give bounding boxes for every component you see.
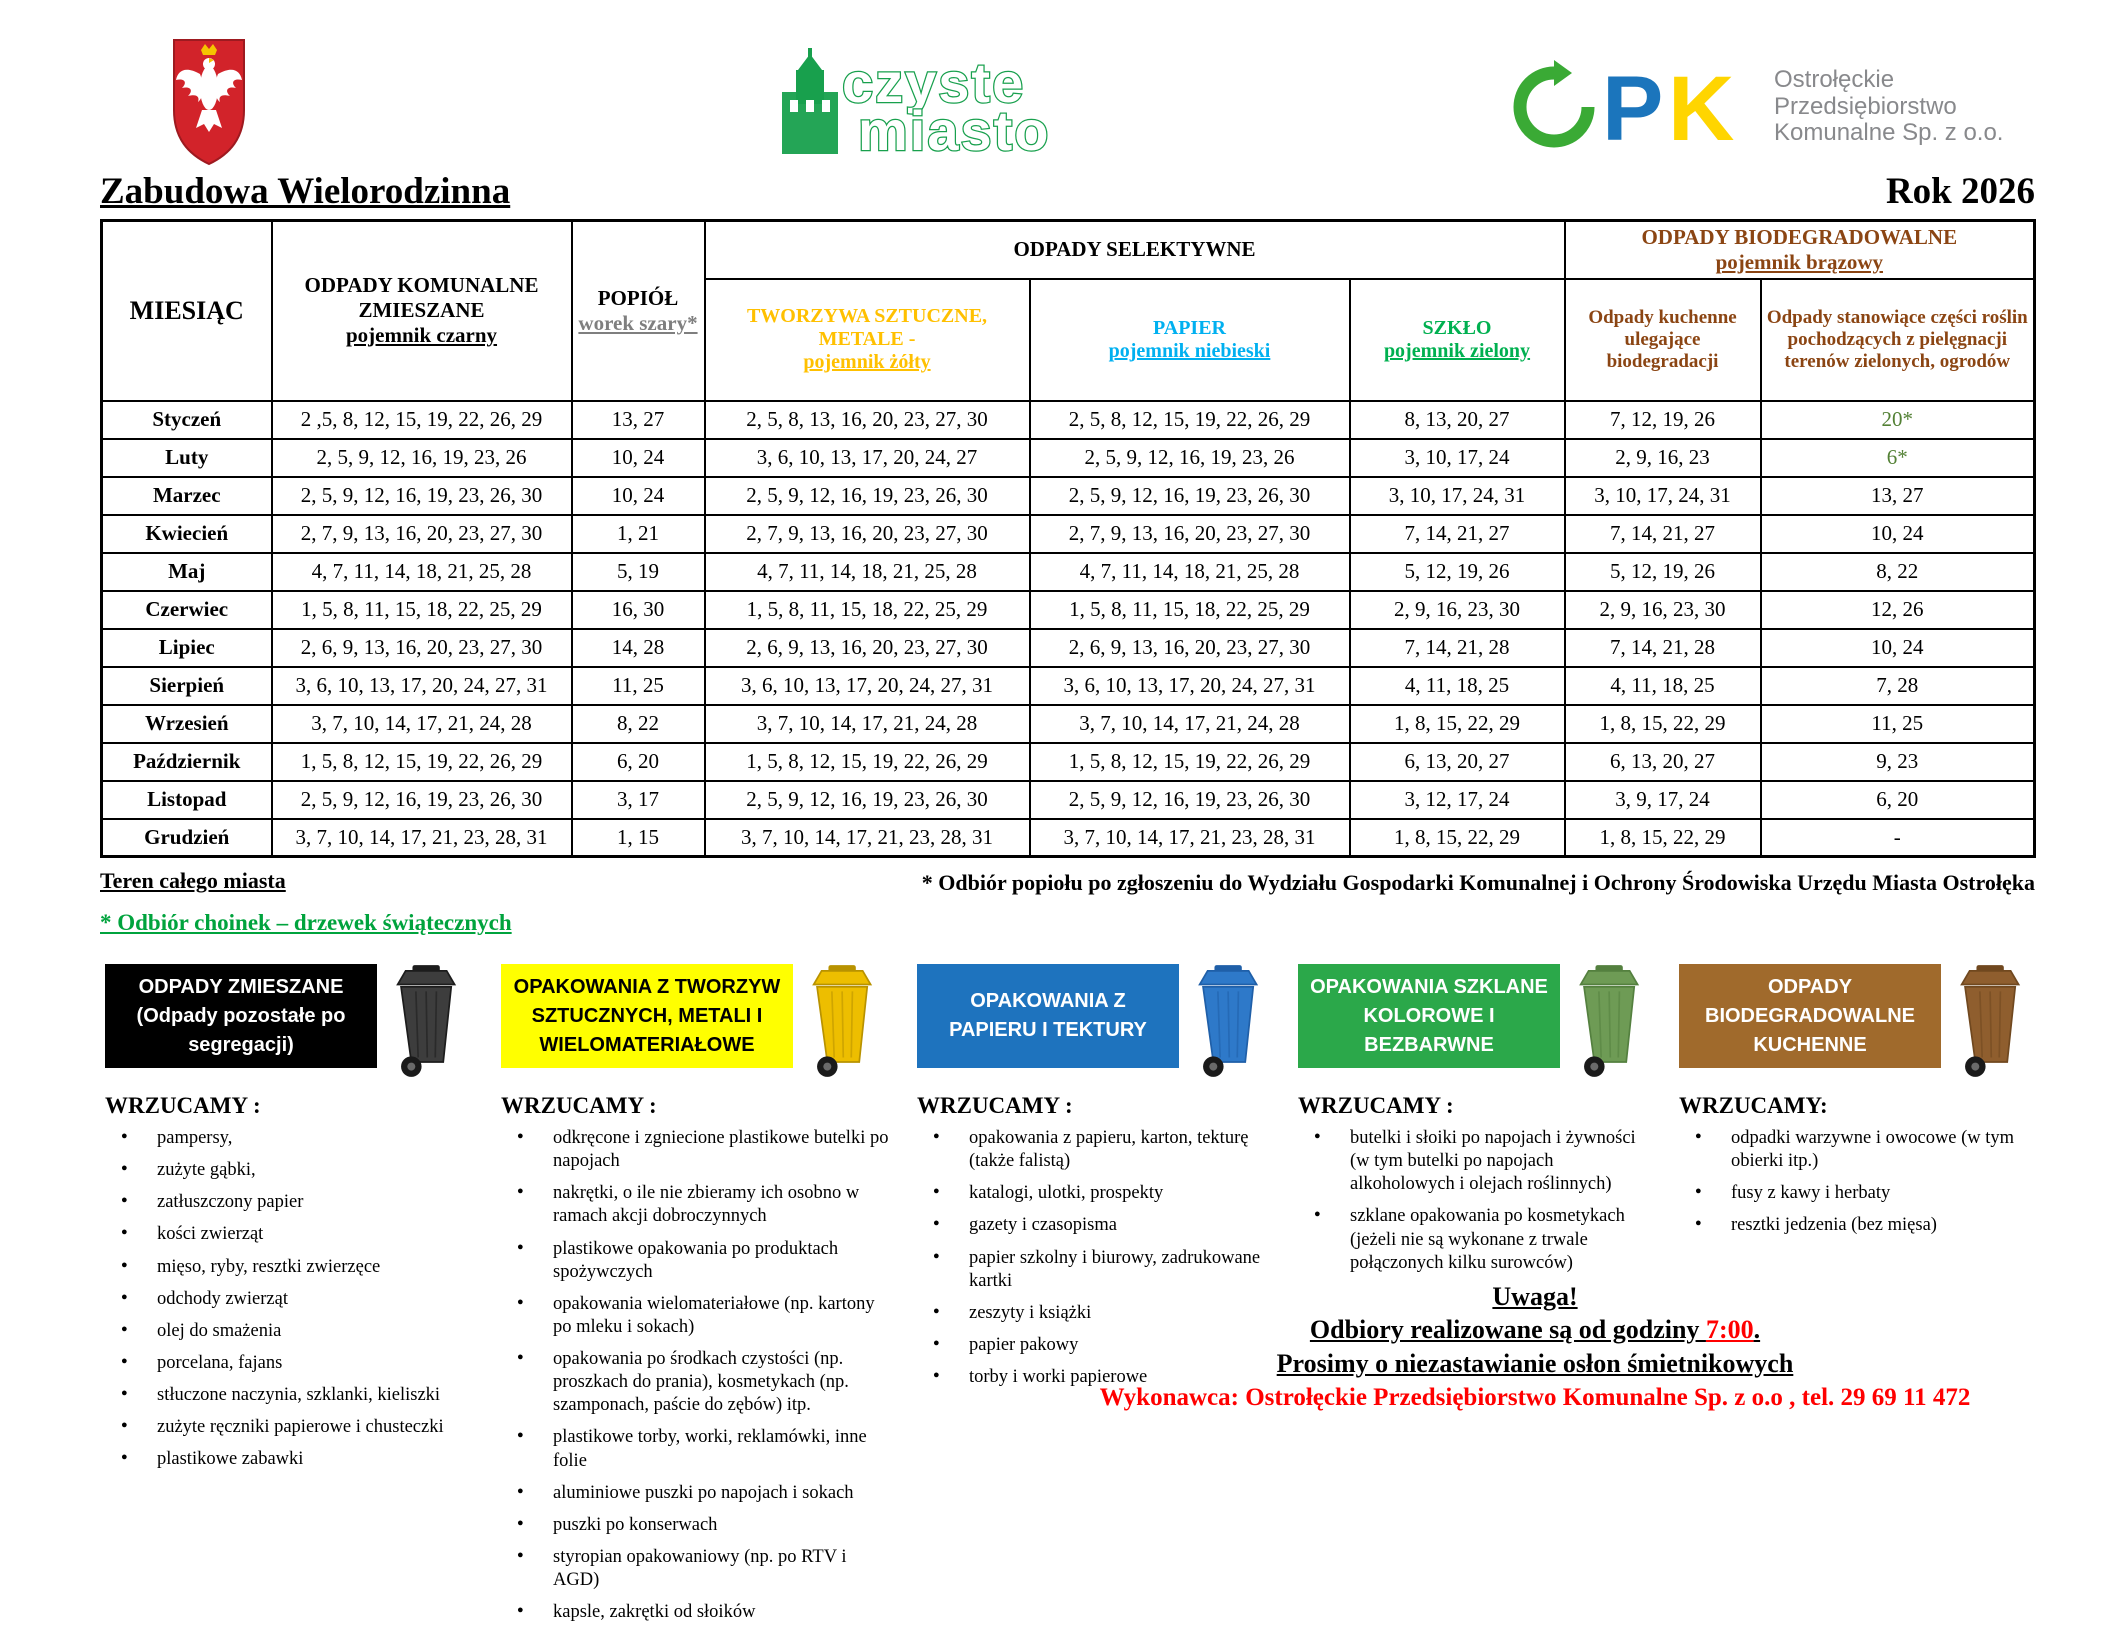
ostroleka-crest-icon [170,36,248,173]
col-header-kuchenne: Odpady kuchenne ulegające biodegradacji [1565,279,1761,401]
cell-month: Maj [102,553,272,591]
col-header-selektywne: ODPADY SELEKTYWNE [705,221,1565,279]
table-row [102,629,2035,667]
opk-company-name: Ostrołęckie Przedsiębiorstwo Komunalne Sp. z o.o. [1774,65,2004,147]
cell-tworzywa: 1, 5, 8, 12, 15, 19, 22, 26, 29 [705,743,1030,781]
note-choinki: * Odbiór choinek – drzewek świątecznych [100,910,512,935]
cell-szklo: 1, 8, 15, 22, 29 [1350,819,1565,857]
cell-papier: 2, 6, 9, 13, 16, 20, 23, 27, 30 [1030,629,1350,667]
cell-zmieszane: 1, 5, 8, 11, 15, 18, 22, 25, 29 [272,591,572,629]
cell-zmieszane: 2 ,5, 8, 12, 15, 19, 22, 26, 29 [272,401,572,439]
cell-popiol: 6, 20 [572,743,705,781]
opk-letters-svg [1510,52,1760,162]
cell-tworzywa: 3, 7, 10, 14, 17, 21, 24, 28 [705,705,1030,743]
list-item: ● katalogi, ulotki, prospekty [917,1182,1277,1205]
table-row [102,667,2035,705]
list-item: ● nakrętki, o ile nie zbieramy ich osobno w ramach akcji dobroczynnych [501,1182,896,1228]
cell-kuchenne: 2, 9, 16, 23, 30 [1565,591,1761,629]
czyste-miasto-svg [770,40,1100,160]
category-column-1 [105,964,480,1633]
cell-popiol: 11, 25 [572,667,705,705]
miasto-text: miasto [858,99,1051,160]
cell-szklo: 7, 14, 21, 28 [1350,629,1565,667]
col-header-tworzywa: TWORZYWA SZTUCZNE, METALE - pojemnik żółty [705,279,1030,401]
cell-zmieszane: 2, 7, 9, 13, 16, 20, 23, 27, 30 [272,515,572,553]
crest-svg [170,36,248,168]
category-header [105,964,480,1083]
opk-letter-p: P [1602,58,1664,160]
cell-szklo: 3, 12, 17, 24 [1350,781,1565,819]
table-row [102,477,2035,515]
category-title-box: ODPADY BIODEGRADOWALNE KUCHENNE [1679,964,1941,1068]
pickup-time-line: Odbiory realizowane są od godziny 7:00. [1309,1315,1761,1345]
category-title-box: ODPADY ZMIESZANE (Odpady pozostałe po segregacji) [105,964,377,1068]
cell-tworzywa: 3, 6, 10, 13, 17, 20, 24, 27 [705,439,1030,477]
cell-month: Marzec [102,477,272,515]
list-item: ● opakowania po środkach czystości (np. proszkach do prania), kosmetykach (np. szamponach, paście do zębów) itp. [501,1348,896,1417]
category-title-box: OPAKOWANIA SZKLANE KOLOROWE I BEZBARWNE [1298,964,1560,1068]
cell-szklo: 1, 8, 15, 22, 29 [1350,705,1565,743]
wrzucamy-heading: WRZUCAMY : [105,1093,261,1118]
cell-month: Czerwiec [102,591,272,629]
cell-tworzywa: 1, 5, 8, 11, 15, 18, 22, 25, 29 [705,591,1030,629]
list-item: ● odchody zwierząt [105,1288,480,1311]
cell-zmieszane: 1, 5, 8, 12, 15, 19, 22, 26, 29 [272,743,572,781]
czyste-miasto-logo [770,40,1100,165]
cell-kuchenne: 7, 12, 19, 26 [1565,401,1761,439]
cell-popiol: 1, 15 [572,819,705,857]
list-item: ● pampersy, [105,1127,480,1150]
cell-roslinne: 11, 25 [1761,705,2035,743]
cell-tworzywa: 3, 7, 10, 14, 17, 21, 23, 28, 31 [705,819,1030,857]
list-item: ● zużyte gąbki, [105,1159,480,1182]
cell-kuchenne: 7, 14, 21, 28 [1565,629,1761,667]
cell-szklo: 2, 9, 16, 23, 30 [1350,591,1565,629]
cell-szklo: 3, 10, 17, 24 [1350,439,1565,477]
note-teren: Teren całego miasta [100,868,286,893]
allowed-items-list [1298,1127,1658,1275]
list-item: ● odkręcone i zgniecione plastikowe butelki po napojach [501,1127,896,1173]
cell-papier: 1, 5, 8, 11, 15, 18, 22, 25, 29 [1030,591,1350,629]
cell-papier: 2, 5, 9, 12, 16, 19, 23, 26, 30 [1030,781,1350,819]
cell-month: Kwiecień [102,515,272,553]
cell-zmieszane: 3, 7, 10, 14, 17, 21, 23, 28, 31 [272,819,572,857]
list-item: ● olej do smażenia [105,1320,480,1343]
col-header-papier: PAPIER pojemnik niebieski [1030,279,1350,401]
col-header-zmieszane: ODPADY KOMUNALNE ZMIESZANE pojemnik czarny [272,221,572,401]
cell-month: Grudzień [102,819,272,857]
blue-bin-icon [1187,964,1267,1078]
list-item: ● szklane opakowania po kosmetykach (jeżeli nie są wykonane z trwale połączonych kilku surowców) [1298,1205,1658,1274]
cell-roslinne: 6, 20 [1761,781,2035,819]
bin-image [1187,964,1269,1083]
cell-szklo: 6, 13, 20, 27 [1350,743,1565,781]
cell-popiol: 1, 21 [572,515,705,553]
cell-popiol: 3, 17 [572,781,705,819]
opk-logo [1510,52,2003,162]
pickup-time-value: 7:00 [1705,1315,1754,1345]
cell-papier: 1, 5, 8, 12, 15, 19, 22, 26, 29 [1030,743,1350,781]
czyste-text: czyste [842,51,1026,114]
cell-roslinne: 10, 24 [1761,629,2035,667]
cell-month: Lipiec [102,629,272,667]
cell-roslinne: - [1761,819,2035,857]
cell-tworzywa: 2, 5, 9, 12, 16, 19, 23, 26, 30 [705,477,1030,515]
cell-kuchenne: 7, 14, 21, 27 [1565,515,1761,553]
allowed-items-list [1679,1127,2039,1238]
wrzucamy-heading: WRZUCAMY : [1298,1093,1454,1118]
cell-popiol: 5, 19 [572,553,705,591]
cell-tworzywa: 2, 7, 9, 13, 16, 20, 23, 27, 30 [705,515,1030,553]
table-row [102,781,2035,819]
cell-tworzywa: 4, 7, 11, 14, 18, 21, 25, 28 [705,553,1030,591]
cell-papier: 3, 7, 10, 14, 17, 21, 24, 28 [1030,705,1350,743]
cell-roslinne: 6* [1761,439,2035,477]
cell-tworzywa: 2, 6, 9, 13, 16, 20, 23, 27, 30 [705,629,1030,667]
cell-month: Luty [102,439,272,477]
cell-kuchenne: 3, 10, 17, 24, 31 [1565,477,1761,515]
cell-papier: 3, 7, 10, 14, 17, 21, 23, 28, 31 [1030,819,1350,857]
list-item: ● kapsle, zakrętki od słoików [501,1601,896,1624]
table-row [102,743,2035,781]
contractor-line: Wykonawca: Ostrołęckie Przedsiębiorstwo Komunalne Sp. z o.o , tel. 29 69 11 472 [1099,1383,1971,1411]
list-item: ● zeszyty i książki [917,1302,1277,1325]
cell-roslinne: 10, 24 [1761,515,2035,553]
title-bar [0,170,2101,219]
cell-zmieszane: 2, 6, 9, 13, 16, 20, 23, 27, 30 [272,629,572,667]
cell-zmieszane: 4, 7, 11, 14, 18, 21, 25, 28 [272,553,572,591]
cell-popiol: 14, 28 [572,629,705,667]
list-item: ● odpadki warzywne i owocowe (w tym obierki itp.) [1679,1127,2039,1173]
list-item: ● mięso, ryby, resztki zwierzęce [105,1256,480,1279]
opk-letter-k: K [1668,58,1735,160]
cell-kuchenne: 5, 12, 19, 26 [1565,553,1761,591]
list-item: ● fusy z kawy i herbaty [1679,1182,2039,1205]
cell-roslinne: 13, 27 [1761,477,2035,515]
list-item: ● opakowania wielomateriałowe (np. kartony po mleku i sokach) [501,1293,896,1339]
list-item: ● papier szkolny i biurowy, zadrukowane kartki [917,1247,1277,1293]
category-header [1679,964,2039,1083]
col-header-szklo: SZKŁO pojemnik zielony [1350,279,1565,401]
cell-tworzywa: 3, 6, 10, 13, 17, 20, 24, 27, 31 [705,667,1030,705]
list-item: ● stłuczone naczynia, szklanki, kieliszki [105,1384,480,1407]
cell-kuchenne: 2, 9, 16, 23 [1565,439,1761,477]
cell-month: Listopad [102,781,272,819]
category-title-box: OPAKOWANIA Z TWORZYW SZTUCZNYCH, METALI I WIELOMATERIAŁOWE [501,964,793,1068]
list-item: ● kości zwierząt [105,1223,480,1246]
cell-zmieszane: 3, 6, 10, 13, 17, 20, 24, 27, 31 [272,667,572,705]
bin-image [1949,964,2031,1083]
shelter-request-line: Prosimy o niezastawianie osłon śmietnikowych [1276,1348,1794,1378]
cell-tworzywa: 2, 5, 8, 13, 16, 20, 23, 27, 30 [705,401,1030,439]
cell-kuchenne: 6, 13, 20, 27 [1565,743,1761,781]
list-item: ● papier pakowy [917,1334,1277,1357]
list-item: ● zużyte ręczniki papierowe i chusteczki [105,1416,480,1439]
category-header [501,964,896,1083]
list-item: ● torby i worki papierowe [917,1366,1277,1389]
cell-szklo: 7, 14, 21, 27 [1350,515,1565,553]
cell-month: Wrzesień [102,705,272,743]
category-header [917,964,1277,1083]
table-row [102,553,2035,591]
list-item: ● plastikowe zabawki [105,1448,480,1471]
cell-roslinne: 20* [1761,401,2035,439]
cell-roslinne: 9, 23 [1761,743,2035,781]
list-item: ● aluminiowe puszki po napojach i sokach [501,1482,896,1505]
col-header-roslinne: Odpady stanowiące części roślin pochodzących z pielęgnacji terenów zielonych, ogrodów [1761,279,2035,401]
brown-bin-icon [1949,964,2029,1078]
table-row [102,401,2035,439]
wrzucamy-heading: WRZUCAMY : [917,1093,1073,1118]
list-item: ● gazety i czasopisma [917,1214,1277,1237]
black-bin-icon [385,964,465,1078]
yellow-bin-icon [801,964,881,1078]
cell-zmieszane: 3, 7, 10, 14, 17, 21, 24, 28 [272,705,572,743]
cell-roslinne: 7, 28 [1761,667,2035,705]
table-row [102,515,2035,553]
cell-tworzywa: 2, 5, 9, 12, 16, 19, 23, 26, 30 [705,781,1030,819]
cell-popiol: 13, 27 [572,401,705,439]
cell-month: Październik [102,743,272,781]
list-item: ● zatłuszczony papier [105,1191,480,1214]
bottom-notice [1030,1280,2040,1412]
cell-zmieszane: 2, 5, 9, 12, 16, 19, 23, 26, 30 [272,781,572,819]
cell-papier: 2, 5, 9, 12, 16, 19, 23, 26 [1030,439,1350,477]
list-item: ● butelki i słoiki po napojach i żywności (w tym butelki po napojach alkoholowych i olejach roślinnych) [1298,1127,1658,1196]
collection-schedule-table [100,219,2036,858]
table-row [102,439,2035,477]
cell-papier: 2, 5, 8, 12, 15, 19, 22, 26, 29 [1030,401,1350,439]
cell-papier: 3, 6, 10, 13, 17, 20, 24, 27, 31 [1030,667,1350,705]
cell-papier: 4, 7, 11, 14, 18, 21, 25, 28 [1030,553,1350,591]
table-notes [100,868,2035,956]
uwaga-heading: Uwaga! [1492,1282,1578,1311]
cell-month: Styczeń [102,401,272,439]
col-header-miesiac: MIESIĄC [102,221,272,401]
table-row [102,705,2035,743]
cell-szklo: 8, 13, 20, 27 [1350,401,1565,439]
cell-szklo: 5, 12, 19, 26 [1350,553,1565,591]
col-header-popiol: POPIÓŁ worek szary* [572,221,705,401]
allowed-items-list [501,1127,896,1624]
list-item: ● porcelana, fajans [105,1352,480,1375]
bin-image [1568,964,1650,1083]
table-row [102,819,2035,857]
list-item: ● opakowania z papieru, karton, tekturę (także falistą) [917,1127,1277,1173]
cell-zmieszane: 2, 5, 9, 12, 16, 19, 23, 26 [272,439,572,477]
col-header-bio: ODPADY BIODEGRADOWALNE pojemnik brązowy [1565,221,2035,279]
cell-papier: 2, 7, 9, 13, 16, 20, 23, 27, 30 [1030,515,1350,553]
cell-roslinne: 12, 26 [1761,591,2035,629]
category-header [1298,964,1658,1083]
bin-image [385,964,467,1083]
cell-kuchenne: 4, 11, 18, 25 [1565,667,1761,705]
table-row [102,591,2035,629]
wrzucamy-heading: WRZUCAMY : [501,1093,657,1118]
cell-month: Sierpień [102,667,272,705]
header-logos [0,0,2101,170]
category-title-box: OPAKOWANIA Z PAPIERU I TEKTURY [917,964,1179,1068]
cell-szklo: 3, 10, 17, 24, 31 [1350,477,1565,515]
list-item: ● plastikowe opakowania po produktach spożywczych [501,1238,896,1284]
allowed-items-list [105,1127,480,1471]
cell-kuchenne: 3, 9, 17, 24 [1565,781,1761,819]
cell-kuchenne: 1, 8, 15, 22, 29 [1565,705,1761,743]
cell-popiol: 16, 30 [572,591,705,629]
cell-popiol: 8, 22 [572,705,705,743]
cell-papier: 2, 5, 9, 12, 16, 19, 23, 26, 30 [1030,477,1350,515]
schedule-body [102,401,2035,857]
cell-szklo: 4, 11, 18, 25 [1350,667,1565,705]
cell-zmieszane: 2, 5, 9, 12, 16, 19, 23, 26, 30 [272,477,572,515]
list-item: ● plastikowe torby, worki, reklamówki, inne folie [501,1426,896,1472]
year-label: Rok 2026 [1885,171,2035,212]
list-item: ● resztki jedzenia (bez mięsa) [1679,1214,2039,1237]
bin-image [801,964,883,1083]
note-popiol: * Odbiór popiołu po zgłoszeniu do Wydziału Gospodarki Komunalnej i Ochrony Środowiska Urzędu Miasta Ostrołęka [921,870,2035,895]
green-bin-icon [1568,964,1648,1078]
cell-roslinne: 8, 22 [1761,553,2035,591]
cell-popiol: 10, 24 [572,439,705,477]
wrzucamy-heading: WRZUCAMY: [1679,1093,1828,1118]
cell-kuchenne: 1, 8, 15, 22, 29 [1565,819,1761,857]
list-item: ● puszki po konserwach [501,1514,896,1537]
category-column-2 [501,964,896,1633]
page-title: Zabudowa Wielorodzinna [100,171,511,212]
list-item: ● styropian opakowaniowy (np. po RTV i AGD) [501,1546,896,1592]
cell-popiol: 10, 24 [572,477,705,515]
